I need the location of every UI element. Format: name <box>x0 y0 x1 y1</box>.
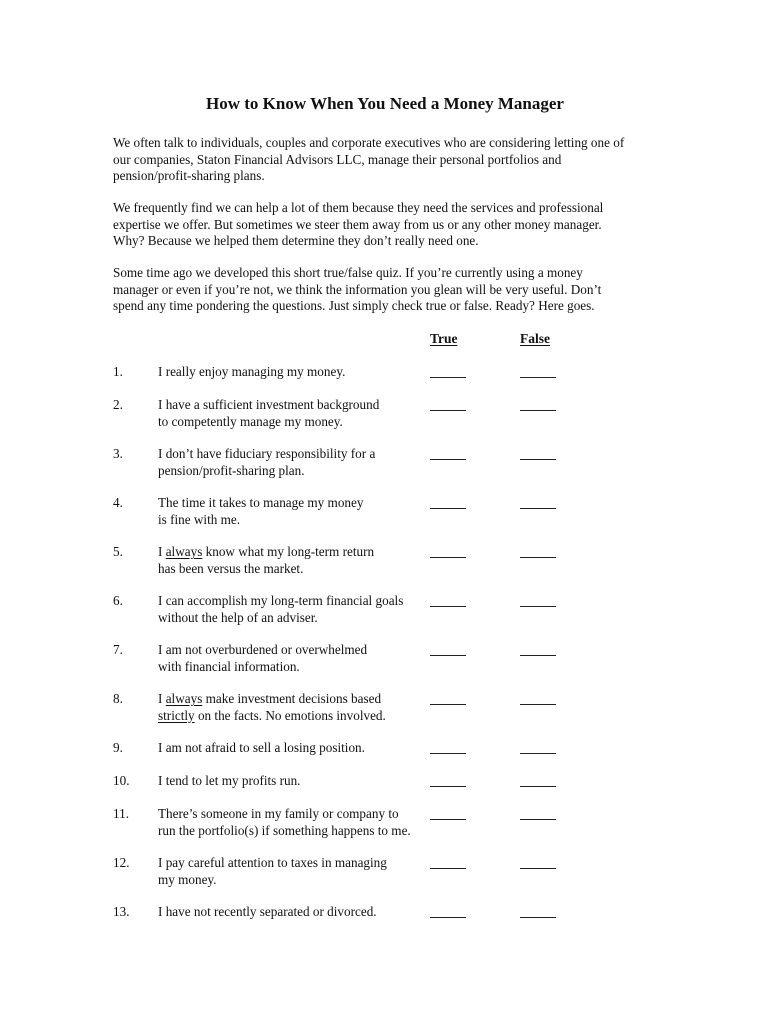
question-text-line <box>158 855 428 872</box>
quiz-question-11 <box>0 806 770 846</box>
question-text-line <box>158 544 428 561</box>
question-text <box>158 691 428 724</box>
question-number: 9. <box>113 740 123 755</box>
question-number: 4. <box>113 495 123 510</box>
false-answer-blank[interactable] <box>520 819 556 820</box>
true-column-header: True <box>430 331 458 346</box>
text-segment: I really enjoy managing my money. <box>158 364 346 379</box>
question-text-line <box>158 691 428 708</box>
question-number: 13. <box>113 904 130 919</box>
text-segment: I <box>158 544 166 559</box>
true-answer-blank[interactable] <box>430 459 466 460</box>
true-answer-blank[interactable] <box>430 377 466 378</box>
true-answer-blank[interactable] <box>430 606 466 607</box>
question-text-line <box>158 823 428 840</box>
true-answer-blank[interactable] <box>430 704 466 705</box>
true-answer-blank[interactable] <box>430 557 466 558</box>
paragraph-line: We frequently find we can help a lot of them because they need the services and professional <box>113 200 604 215</box>
true-answer-blank[interactable] <box>430 786 466 787</box>
question-text <box>158 642 428 675</box>
quiz-question-2 <box>0 397 770 437</box>
false-answer-blank[interactable] <box>520 377 556 378</box>
text-segment: I am not overburdened or overwhelmed <box>158 642 368 657</box>
text-segment: I don’t have fiduciary responsibility for a <box>158 446 376 461</box>
emphasized-word: strictly <box>158 707 195 723</box>
false-answer-blank[interactable] <box>520 786 556 787</box>
true-answer-blank[interactable] <box>430 753 466 754</box>
true-answer-blank[interactable] <box>430 655 466 656</box>
question-text <box>158 773 428 790</box>
quiz-question-8 <box>0 691 770 731</box>
document-title: How to Know When You Need a Money Manager <box>206 94 564 113</box>
true-answer-blank[interactable] <box>430 917 466 918</box>
false-answer-blank[interactable] <box>520 410 556 411</box>
emphasized-word: always <box>165 544 203 559</box>
paragraph-line: manager or even if you’re not, we think the information you glean will be very useful. Don’t <box>113 281 602 297</box>
false-answer-blank[interactable] <box>520 704 556 705</box>
question-text-line <box>158 414 428 431</box>
false-answer-blank[interactable] <box>520 753 556 754</box>
question-number: 10. <box>113 773 130 788</box>
text-segment: has been versus the market. <box>158 560 304 576</box>
false-answer-blank[interactable] <box>520 508 556 509</box>
question-text-line <box>158 740 428 757</box>
question-text <box>158 593 428 626</box>
intro-paragraph-1 <box>113 135 658 185</box>
text-segment: I am not afraid to sell a losing position. <box>158 740 365 755</box>
quiz-question-4 <box>0 495 770 535</box>
text-segment: with financial information. <box>158 658 300 674</box>
false-column-header: False <box>520 331 550 346</box>
text-segment: my money. <box>158 871 217 887</box>
text-segment: make investment decisions based <box>202 691 382 706</box>
emphasized-word: always <box>165 691 203 706</box>
question-text <box>158 740 428 757</box>
paragraph-line: pension/profit-sharing plans. <box>113 168 265 183</box>
quiz-question-6 <box>0 593 770 633</box>
question-text-line <box>158 659 428 676</box>
question-number: 6. <box>113 593 123 608</box>
question-text-line <box>158 463 428 480</box>
text-segment: know what my long-term return <box>202 544 375 559</box>
question-text-line <box>158 364 428 381</box>
question-text <box>158 364 428 381</box>
text-segment: I tend to let my profits run. <box>158 773 301 788</box>
text-segment: I can accomplish my long-term financial goals <box>158 593 404 608</box>
quiz-question-7 <box>0 642 770 682</box>
question-text-line <box>158 593 428 610</box>
text-segment: without the help of an adviser. <box>158 609 318 625</box>
question-text-line <box>158 397 428 414</box>
question-number: 8. <box>113 691 123 706</box>
text-segment: to competently manage my money. <box>158 413 343 429</box>
text-segment: I <box>158 691 166 706</box>
question-number: 5. <box>113 544 123 559</box>
question-text-line <box>158 495 428 512</box>
true-answer-blank[interactable] <box>430 868 466 869</box>
text-segment: I pay careful attention to taxes in managing <box>158 855 387 870</box>
question-text-line <box>158 446 428 463</box>
question-text-line <box>158 610 428 627</box>
intro-paragraph-2 <box>113 200 658 250</box>
text-segment: on the facts. No emotions involved. <box>194 707 386 723</box>
true-answer-blank[interactable] <box>430 508 466 509</box>
question-number: 7. <box>113 642 123 657</box>
quiz-question-13 <box>0 904 770 944</box>
question-text <box>158 397 428 430</box>
question-text <box>158 806 428 839</box>
question-number: 3. <box>113 446 123 461</box>
false-answer-blank[interactable] <box>520 557 556 558</box>
true-answer-blank[interactable] <box>430 819 466 820</box>
paragraph-line: our companies, Staton Financial Advisors LLC, manage their personal portfolios and <box>113 151 562 167</box>
text-segment: There’s someone in my family or company to <box>158 806 399 821</box>
question-text-line <box>158 872 428 889</box>
paragraph-line: We often talk to individuals, couples and corporate executives who are considering letting one of <box>113 135 625 150</box>
question-number: 1. <box>113 364 123 379</box>
question-text <box>158 495 428 528</box>
question-text <box>158 446 428 479</box>
false-answer-blank[interactable] <box>520 868 556 869</box>
quiz-question-12 <box>0 855 770 895</box>
false-answer-blank[interactable] <box>520 606 556 607</box>
question-number: 2. <box>113 397 123 412</box>
question-text-line <box>158 642 428 659</box>
paragraph-line: Why? Because we helped them determine they don’t really need one. <box>113 233 479 248</box>
paragraph-line: Some time ago we developed this short true/false quiz. If you’re currently using a money <box>113 265 583 280</box>
question-text-line <box>158 708 428 725</box>
true-answer-blank[interactable] <box>430 410 466 411</box>
quiz-question-5 <box>0 544 770 584</box>
text-segment: run the portfolio(s) if something happens to me. <box>158 822 411 838</box>
false-answer-blank[interactable] <box>520 655 556 656</box>
paragraph-line: spend any time pondering the questions. Just simply check true or false. Ready? Here goes. <box>113 298 595 313</box>
question-text <box>158 855 428 888</box>
question-text-line <box>158 512 428 529</box>
quiz-question-3 <box>0 446 770 486</box>
text-segment: pension/profit-sharing plan. <box>158 462 305 478</box>
false-answer-blank[interactable] <box>520 917 556 918</box>
paragraph-line: expertise we offer. But sometimes we steer them away from us or any other money manager. <box>113 216 602 232</box>
question-text-line <box>158 773 428 790</box>
question-text-line <box>158 904 428 921</box>
false-answer-blank[interactable] <box>520 459 556 460</box>
text-segment: is fine with me. <box>158 511 241 527</box>
question-text <box>158 904 428 921</box>
question-text <box>158 544 428 577</box>
text-segment: I have not recently separated or divorced. <box>158 904 377 919</box>
question-text-line <box>158 561 428 578</box>
text-segment: I have a sufficient investment background <box>158 397 380 412</box>
question-text-line <box>158 806 428 823</box>
question-number: 12. <box>113 855 130 870</box>
question-number: 11. <box>113 806 129 821</box>
text-segment: The time it takes to manage my money <box>158 495 364 510</box>
intro-paragraph-3 <box>113 265 658 315</box>
